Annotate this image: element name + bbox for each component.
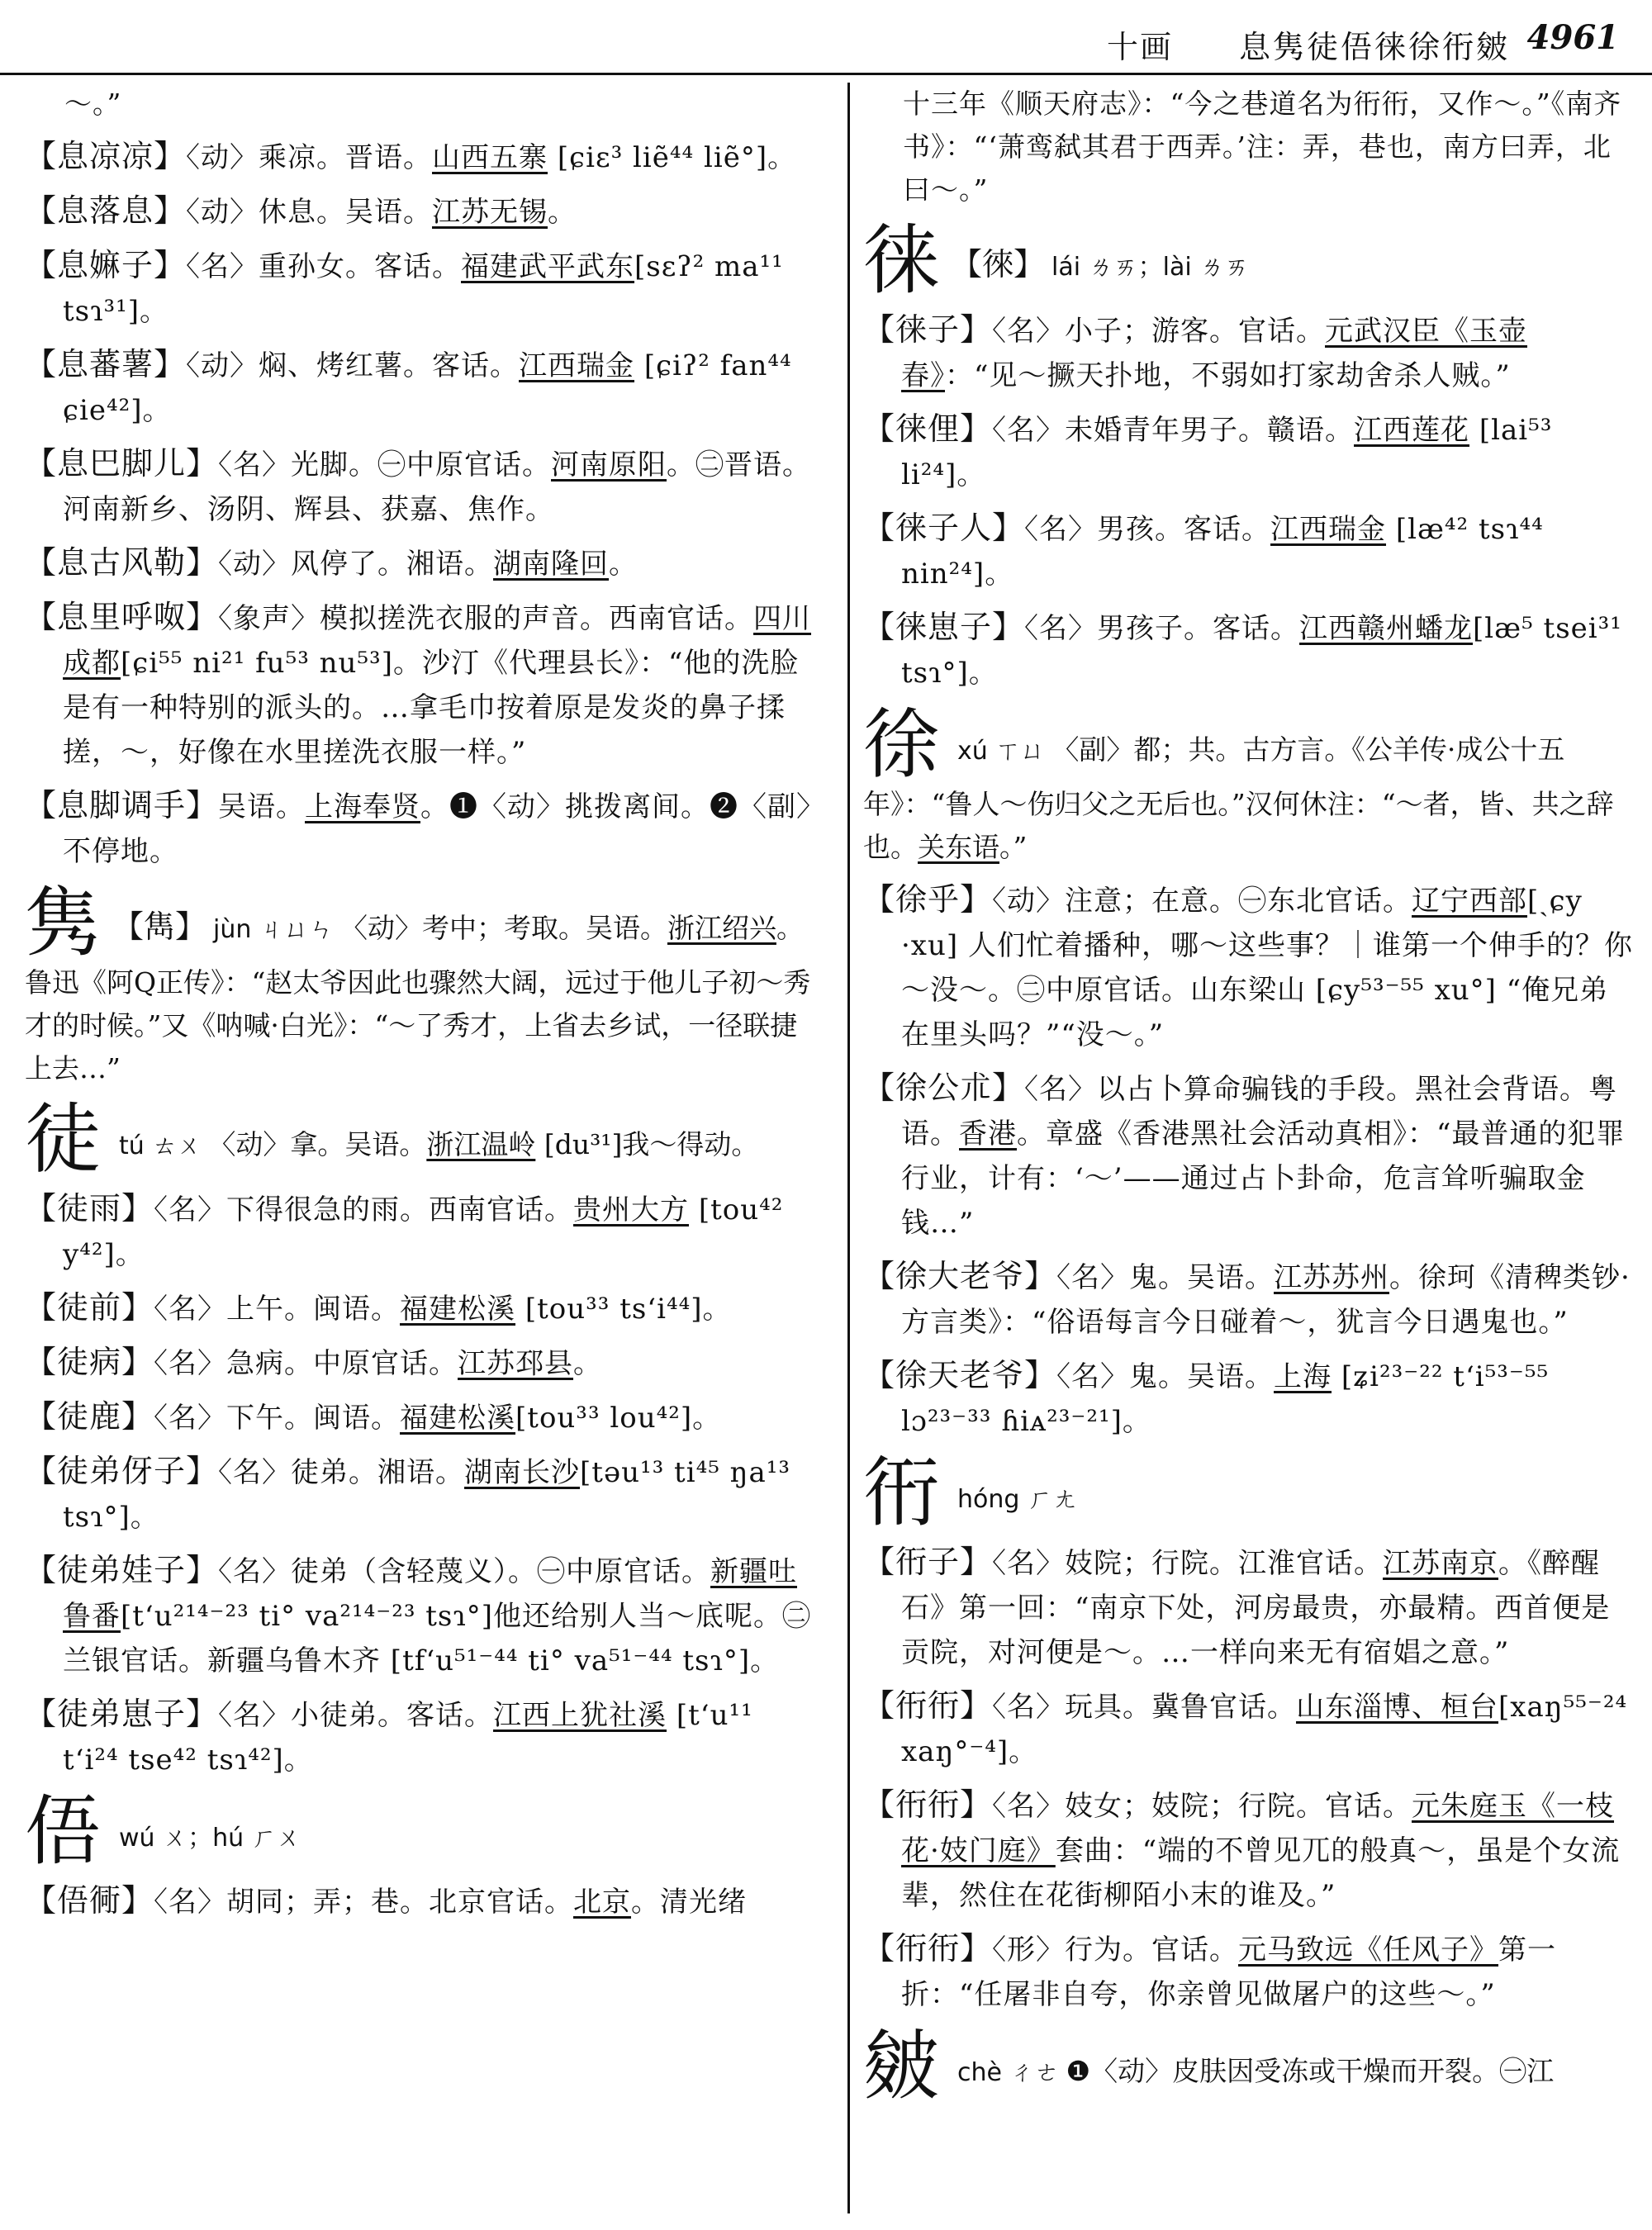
headword-che: 皴chè ㄔㄜ ❶〈动〉皮肤因受冻或干燥而开裂。㊀江 bbox=[863, 2022, 1555, 2110]
page-header bbox=[859, 15, 1619, 64]
entry-xi-mazi: 【息嫲子】〈名〉重孙女。客话。福建武平武东[sɛʔ² ma¹¹ tsɿ³¹]。 bbox=[25, 247, 784, 328]
headword-xu: 徐xú ㄒㄩ 〈副〉都；共。古方言。《公羊传·成公十五年》：“鲁人～伤归父之无后也。”汉何休注：“～者，皆、共之辞也。关东语。” bbox=[863, 700, 1614, 863]
entry-tudi-wazi: 【徒弟娃子】〈名〉徒弟（含轻蔑义）。㊀中原官话。新疆吐鲁番[tʻu²¹⁴⁻²³ ti° va²¹⁴⁻²³ tsɿ°]他还给别人当～底呢。㊁兰银官话。新疆乌鲁木齐 [tfʻu⁵¹⁻⁴⁴ ti° va⁵¹⁻⁴⁴ tsɿ°]。 bbox=[25, 1552, 812, 1677]
entry-wu-tong: 【俉衕】〈名〉胡同；弄；巷。北京官话。北京。清光绪 bbox=[25, 1882, 748, 1919]
header-characters: 息隽徒俉徕徐衎皴 bbox=[1239, 29, 1511, 65]
entry-xi-gufengle: 【息古风勒】〈动〉风停了。湘语。湖南隆回。 bbox=[25, 544, 638, 581]
header-rule bbox=[0, 73, 1652, 75]
entry-tu-bing: 【徒病】〈名〉急病。中原官话。江苏邳县。 bbox=[25, 1344, 603, 1380]
entry-tu-lu: 【徒鹿】〈名〉下午。闽语。福建松溪[tou³³ lou⁴²]。 bbox=[25, 1398, 722, 1435]
left-column bbox=[25, 83, 818, 2213]
entry-xu-gongshu: 【徐公朮】〈名〉以占卜算命骗钱的手段。黑社会背语。粤语。香港。章盛《香港黑社会活动真相》：“最普通的犯罪行业，计有：‘～’——通过占卜卦命，危言耸听骗取金钱…” bbox=[863, 1070, 1626, 1240]
header-section: 十画 bbox=[1107, 29, 1174, 65]
entry-xi-liangliang: 【息凉凉】〈动〉乘凉。晋语。山西五寨 [ɕiɛ³ liẽ⁴⁴ liẽ°]。 bbox=[25, 138, 797, 174]
headword-lai: 徕 【徠】 lái ㄌㄞ；lài ㄌㄞ bbox=[863, 216, 1250, 305]
page-number: 4961 bbox=[1526, 18, 1619, 57]
entry-tudi-zaizi: 【徒弟崽子】〈名〉小徒弟。客话。江西上犹社溪 [tʻu¹¹ tʻi²⁴ tse⁴² tsɿ⁴²]。 bbox=[25, 1696, 753, 1777]
headword-jun: 隽 【雋】 jùn ㄐㄩㄣ 〈动〉考中；考取。吴语。浙江绍兴。鲁迅《阿Q正传》：“赵太爷因此也骤然大阔，远过于他儿子初～秀才的时候。”又《呐喊·白光》：“～了秀才，上省去乡试，一径联捷上去…” bbox=[25, 879, 811, 1084]
entry-tudi-yazi: 【徒弟伢子】〈名〉徒弟。湘语。湖南长沙[təu¹³ ti⁴⁵ ŋa¹³ tsɿ°]。 bbox=[25, 1453, 791, 1534]
continuation-text-right: 十三年《顺天府志》：“今之巷道名为衎衎，又作～。”《南齐书》：“‘萧鸾弑其君于西弄。’注：弄，巷也，南方曰弄，北曰～。” bbox=[903, 88, 1622, 206]
entry-tu-qian: 【徒前】〈名〉上午。闽语。福建松溪 [tou³³ tsʻi⁴⁴]。 bbox=[25, 1289, 732, 1326]
entry-xi-jiaotiaoshou: 【息脚调手】吴语。上海奉贤。❶〈动〉挑拨离间。❷〈副〉不停地。 bbox=[25, 787, 812, 868]
entry-xi-luoxi: 【息落息】〈动〉休息。吴语。江苏无锡。 bbox=[25, 192, 577, 229]
entry-lai-zi: 【徕子】〈名〉小子；游客。官话。元武汉臣《玉壶春》：“见～撅天扑地，不弱如打家劫舍杀人贼。” bbox=[863, 311, 1528, 392]
entry-xu-tianlaoye: 【徐天老爷】〈名〉鬼。吴语。上海 [ʑi²³⁻²² tʻi⁵³⁻⁵⁵ lɔ²³⁻³³ ɦiᴀ²³⁻²¹]。 bbox=[863, 1357, 1550, 1438]
entry-xi-bajiaoer: 【息巴脚儿】〈名〉光脚。㊀中原官话。河南原阳。㊁晋语。河南新乡、汤阴、辉县、获嘉、焦作。 bbox=[25, 445, 812, 526]
entry-lai-ziren: 【徕子人】〈名〉男孩。客话。江西瑞金 [læ⁴² tsɿ⁴⁴ nin²⁴]。 bbox=[863, 510, 1544, 591]
column-divider bbox=[847, 83, 850, 2213]
right-column bbox=[863, 83, 1635, 2213]
entry-xu-hu: 【徐乎】〈动〉注意；在意。㊀东北官话。辽宁西部[ˏɕy ·xu] 人们忙着播种，哪～这些事？｜谁第一个伸手的？你～没～。㊁中原官话。山东梁山 [ɕy⁵³⁻⁵⁵ xu°] “俺兄弟在里头吗？”“没～。” bbox=[863, 881, 1633, 1051]
entry-tu-yu: 【徒雨】〈名〉下得很急的雨。西南官话。贵州大方 [tou⁴² y⁴²]。 bbox=[25, 1190, 784, 1271]
headword-wu: 俉wú ㄨ；hú ㄏㄨ bbox=[25, 1787, 301, 1876]
entry-xi-fanshu: 【息蕃薯】〈动〉焖、烤红薯。客话。江西瑞金 [ɕiʔ² fan⁴⁴ ɕie⁴²]。 bbox=[25, 346, 792, 427]
entry-hong-hong-toy: 【衎衎】〈名〉玩具。冀鲁官话。山东淄博、桓台[xaŋ⁵⁵⁻²⁴ xaŋ°⁻⁴]。 bbox=[863, 1687, 1628, 1768]
continuation-text: ～。” bbox=[64, 88, 122, 120]
entry-hong-zi: 【衎子】〈名〉妓院；行院。江淮官话。江苏南京。《醉醒石》第一回：“南京下处，河房最贵，亦最精。西首便是贡院，对河便是～。…一样向来无有宿娼之意。” bbox=[863, 1544, 1611, 1669]
entry-xi-lihunu: 【息里呼呶】〈象声〉模拟搓洗衣服的声音。西南官话。四川成都[ɕi⁵⁵ ni²¹ fu⁵³ nu⁵³]。沙汀《代理县长》：“他的洗脸是有一种特别的派头的。…拿毛巾按着原是发炎的鼻子揉搓，～，好像在水里搓洗衣服一样。” bbox=[25, 599, 812, 769]
headword-tu: 徒tú ㄊㄨ 〈动〉拿。吴语。浙江温岭 [du³¹]我～得动。 bbox=[25, 1095, 759, 1184]
entry-hong-hong-brothel: 【衎衎】〈名〉妓女；妓院；行院。官话。元朱庭玉《一枝花·妓门庭》套曲：“端的不曾见兀的般真～，虽是个女流辈，然住在花街柳陌小末的谁及。” bbox=[863, 1786, 1621, 1912]
headword-hong: 衎hóng ㄏㄤ bbox=[863, 1449, 1077, 1537]
entry-lai-li: 【徕俚】〈名〉未婚青年男子。赣语。江西莲花 [lai⁵³ li²⁴]。 bbox=[863, 410, 1553, 491]
entry-xu-dalaoye: 【徐大老爷】〈名〉鬼。吴语。江苏苏州。徐珂《清稗类钞·方言类》：“俗语每言今日碰着～，犹言今日遇鬼也。” bbox=[863, 1258, 1631, 1339]
entry-hong-hong-behavior: 【衎衎】〈形〉行为。官话。元马致远《任风子》第一折：“任屠非自夸，你亲曾见做屠户的这些～。” bbox=[863, 1930, 1557, 2011]
entry-lai-zaizi: 【徕崽子】〈名〉男孩子。客话。江西赣州蟠龙[læ⁵ tsei³¹ tsɿ°]。 bbox=[863, 609, 1622, 690]
